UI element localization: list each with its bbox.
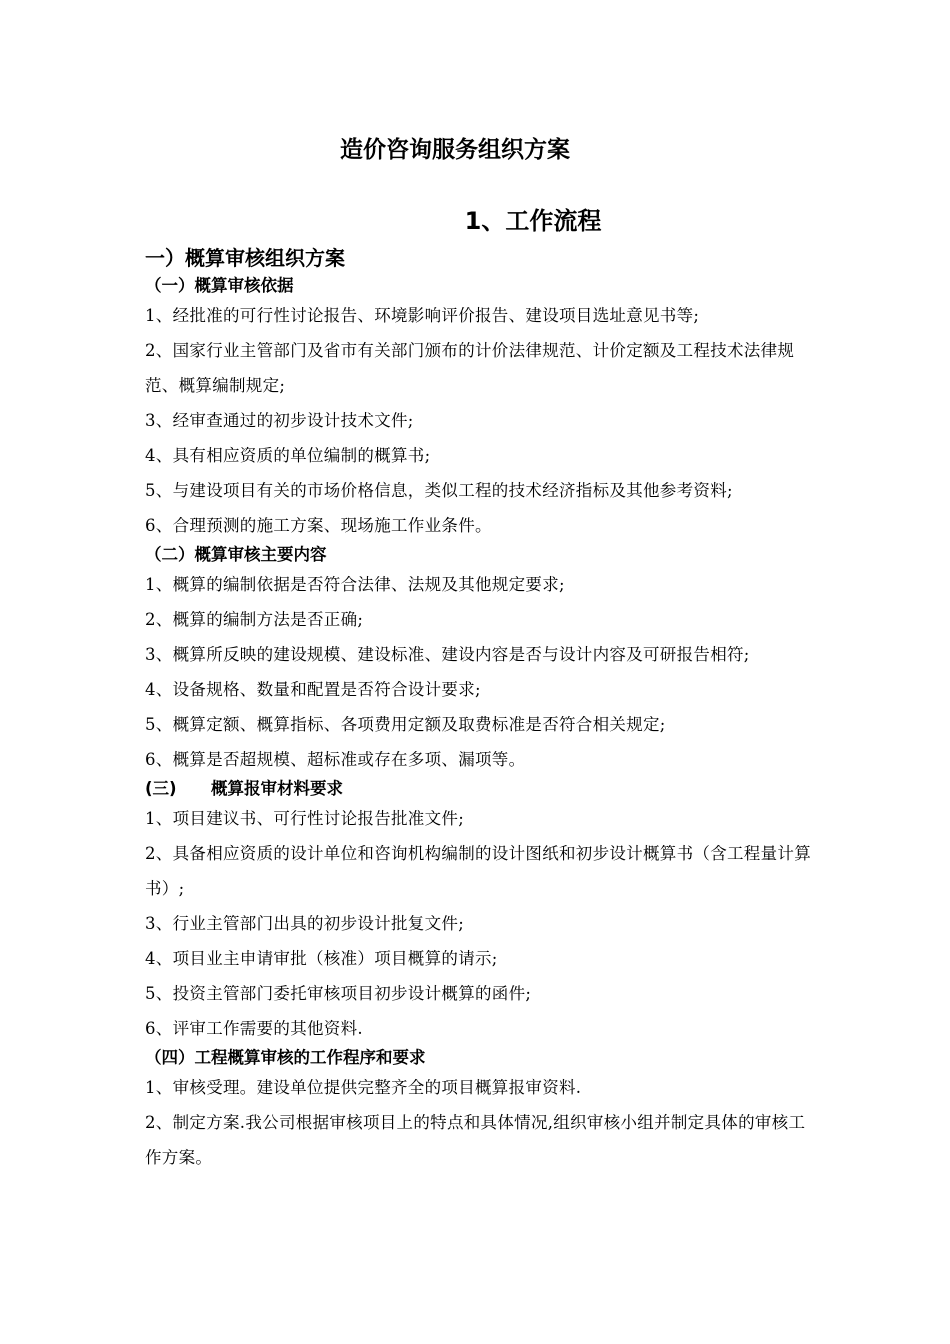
list-item: 4、设备规格、数量和配置是否符合设计要求; [145, 680, 481, 699]
list-item: 6、合理预测的施工方案、现场施工作业条件。 [145, 516, 492, 535]
part-heading: （四）工程概算审核的工作程序和要求 [145, 1048, 426, 1067]
subsection-heading: 一）概算审核组织方案 [145, 246, 345, 270]
list-item: 5、投资主管部门委托审核项目初步设计概算的函件; [145, 984, 532, 1003]
part-heading: （一）概算审核依据 [145, 276, 294, 295]
part-materials [145, 777, 825, 1046]
list-item: 1、审核受理。建设单位提供完整齐全的项目概算报审资料. [145, 1078, 582, 1097]
document-body [145, 242, 825, 1175]
list-item: 5、与建设项目有关的市场价格信息，类似工程的技术经济指标及其他参考资料; [145, 481, 733, 500]
list-item: 4、项目业主申请审批（核准）项目概算的请示; [145, 949, 498, 968]
list-item: 6、概算是否超规模、超标准或存在多项、漏项等。 [145, 750, 526, 769]
list-item: 5、概算定额、概算指标、各项费用定额及取费标准是否符合相关规定; [145, 715, 666, 734]
part-heading: （二）概算审核主要内容 [145, 545, 327, 564]
part-heading: (三) 概算报审材料要求 [145, 779, 344, 798]
list-item: 3、概算所反映的建设规模、建设标准、建设内容是否与设计内容及可研报告相符; [145, 645, 750, 664]
list-item: 3、经审查通过的初步设计技术文件; [145, 411, 414, 430]
list-item: 2、具备相应资质的设计单位和咨询机构编制的设计图纸和初步设计概算书（含工程量计算书）; [145, 844, 811, 898]
list-item: 3、行业主管部门出具的初步设计批复文件; [145, 914, 465, 933]
part-basis [145, 274, 825, 543]
part-procedure [145, 1046, 825, 1175]
list-item: 6、评审工作需要的其他资料. [145, 1019, 363, 1038]
list-item: 1、项目建议书、可行性讨论报告批准文件; [145, 809, 465, 828]
part-main-content [145, 543, 825, 777]
list-item: 1、经批准的可行性讨论报告、环境影响评价报告、建设项目选址意见书等; [145, 306, 700, 325]
list-item: 1、概算的编制依据是否符合法律、法规及其他规定要求; [145, 575, 565, 594]
section-heading: 1、工作流程 [464, 207, 602, 235]
list-item: 2、国家行业主管部门及省市有关部门颁布的计价法律规范、计价定额及工程技术法律规范、概算编制规定; [145, 341, 795, 395]
document-title: 造价咨询服务组织方案 [340, 137, 570, 163]
list-item: 2、概算的编制方法是否正确; [145, 610, 364, 629]
list-item: 2、制定方案.我公司根据审核项目上的特点和具体情况,组织审核小组并制定具体的审核工作方案。 [145, 1113, 806, 1167]
list-item: 4、具有相应资质的单位编制的概算书; [145, 446, 431, 465]
